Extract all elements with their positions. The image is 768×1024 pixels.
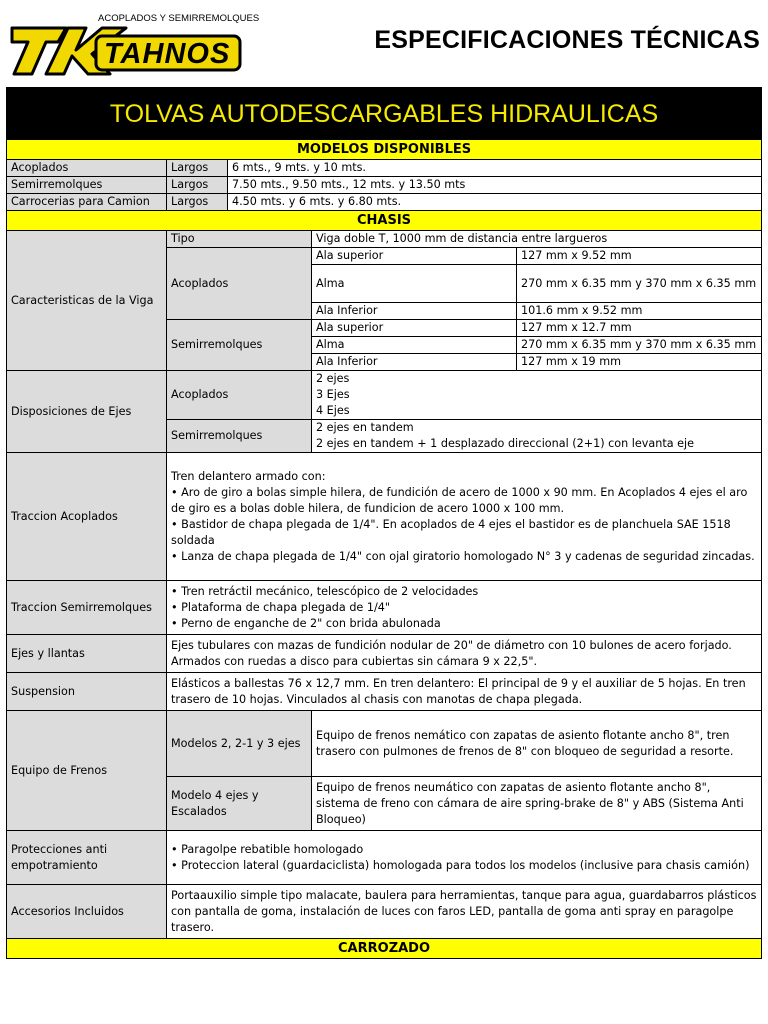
list-item: 4 Ejes: [316, 404, 350, 417]
logo-subtitle: ACOPLADOS Y SEMIRREMOLQUES: [98, 13, 260, 24]
traccion-semi-label: Traccion Semirremolques: [7, 581, 167, 635]
list-item: • Paragolpe rebatible homologado: [171, 842, 364, 856]
viga-part: Alma: [312, 265, 517, 303]
traccion-acoplados-value: [167, 453, 762, 581]
ejes-semi-label: Semirremolques: [167, 420, 312, 453]
frenos-model-1: Modelos 2, 2-1 y 3 ejes: [167, 711, 312, 777]
page-title: ESPECIFICACIONES TÉCNICAS: [374, 26, 760, 54]
traccion-intro: Tren delantero armado con:: [171, 469, 326, 483]
list-item: • Lanza de chapa plegada de 1/4" con ojal giratorio homologado N° 3 y cadenas de seguridad zincadas.: [171, 549, 755, 563]
modelo-name: Acoplados: [7, 160, 167, 177]
viga-part-value: 127 mm x 9.52 mm: [517, 248, 762, 265]
list-item: • Proteccion lateral (guardaciclista) homologada para todos los modelos (inclusive para chasis camión): [171, 858, 750, 872]
modelo-name: Semirremolques: [7, 177, 167, 194]
accesorios-value: Portaauxilio simple tipo malacate, baulera para herramientas, tanque para agua, guardabarros plásticos con pantalla de goma, instalación de luces con faros LED, pantalla de goma anti spray en paragolpe trasero.: [167, 885, 762, 939]
traccion-acoplados-label: Traccion Acoplados: [7, 453, 167, 581]
viga-acoplados-label: Acoplados: [167, 248, 312, 320]
product-banner: TOLVAS AUTODESCARGABLES HIDRAULICAS: [7, 88, 762, 140]
viga-tipo-value: Viga doble T, 1000 mm de distancia entre largueros: [312, 231, 762, 248]
suspension-label: Suspension: [7, 673, 167, 711]
modelo-type: Largos: [167, 177, 228, 194]
logo-wordmark: TAHNOS: [104, 38, 231, 70]
frenos-label: Equipo de Frenos: [7, 711, 167, 831]
accesorios-label: Accesorios Incluidos: [7, 885, 167, 939]
modelo-value: 7.50 mts., 9.50 mts., 12 mts. y 13.50 mts: [228, 177, 762, 194]
viga-part-value: 270 mm x 6.35 mm y 370 mm x 6.35 mm: [517, 337, 762, 354]
table-row: [7, 177, 762, 194]
table-row: [7, 831, 762, 885]
viga-part-value: 101.6 mm x 9.52 mm: [517, 303, 762, 320]
viga-part: Ala Inferior: [312, 303, 517, 320]
ejes-llantas-label: Ejes y llantas: [7, 635, 167, 673]
viga-label: Caracteristicas de la Viga: [7, 231, 167, 371]
brand-logo: [10, 8, 260, 80]
table-row: [7, 673, 762, 711]
table-row: [7, 371, 762, 420]
viga-part-value: 127 mm x 19 mm: [517, 354, 762, 371]
ejes-acoplados-label: Acoplados: [167, 371, 312, 420]
table-row: [7, 231, 762, 248]
ejes-llantas-value: Ejes tubulares con mazas de fundición nodular de 20" de diámetro con 10 bulones de acero forjado. Armados con ruedas a disco para cubiertas sin cámara 9 x 22,5".: [167, 635, 762, 673]
list-item: 2 ejes en tandem: [316, 421, 414, 434]
modelo-value: 6 mts., 9 mts. y 10 mts.: [228, 160, 762, 177]
traccion-semi-value: [167, 581, 762, 635]
viga-tipo-label: Tipo: [167, 231, 312, 248]
table-row: [7, 635, 762, 673]
protecciones-value: [167, 831, 762, 885]
suspension-value: Elásticos a ballestas 76 x 12,7 mm. En tren delantero: El principal de 9 y el auxiliar de 5 hojas. En tren trasero de 10 hojas. Vinculados al chasis con manotas de chapa plegada.: [167, 673, 762, 711]
section-modelos-header: MODELOS DISPONIBLES: [7, 140, 762, 160]
list-item: • Bastidor de chapa plegada de 1/4". En acoplados de 4 ejes el bastidor es de planchuela SAE 1518 soldada: [171, 517, 731, 547]
spec-table: [6, 87, 762, 959]
viga-part: Ala superior: [312, 320, 517, 337]
viga-part-value: 127 mm x 12.7 mm: [517, 320, 762, 337]
section-chasis-header: CHASIS: [7, 211, 762, 231]
list-item: • Perno de enganche de 2" con brida abulonada: [171, 616, 441, 630]
viga-part: Ala Inferior: [312, 354, 517, 371]
table-row: [7, 194, 762, 211]
list-item: • Tren retráctil mecánico, telescópico de 2 velocidades: [171, 584, 479, 598]
ejes-acoplados-list: [312, 371, 762, 420]
table-row: [7, 885, 762, 939]
ejes-label: Disposiciones de Ejes: [7, 371, 167, 453]
list-item: 2 ejes: [316, 372, 350, 385]
modelo-value: 4.50 mts. y 6 mts. y 6.80 mts.: [228, 194, 762, 211]
viga-part: Alma: [312, 337, 517, 354]
modelo-name: Carrocerias para Camion: [7, 194, 167, 211]
protecciones-label: Protecciones anti empotramiento: [7, 831, 167, 885]
list-item: • Aro de giro a bolas simple hilera, de fundición de acero de 1000 x 90 mm. En Acoplados 4 ejes el aro de giro es a bolas doble hilera, de fundicion de acero 1000 x 100 mm.: [171, 485, 748, 515]
section-carrozado-header: CARROZADO: [7, 939, 762, 959]
ejes-semi-list: [312, 420, 762, 453]
viga-part-value: 270 mm x 6.35 mm y 370 mm x 6.35 mm: [517, 265, 762, 303]
viga-part: Ala superior: [312, 248, 517, 265]
list-item: 3 Ejes: [316, 388, 350, 401]
table-row: [7, 581, 762, 635]
table-row: [7, 711, 762, 777]
frenos-value-2: Equipo de frenos neumático con zapatas de asiento flotante ancho 8", sistema de freno con cámara de aire spring-brake de 8" y ABS (Sistema Anti Bloqueo): [312, 777, 762, 831]
table-row: [7, 160, 762, 177]
frenos-model-2: Modelo 4 ejes y Escalados: [167, 777, 312, 831]
modelo-type: Largos: [167, 160, 228, 177]
viga-semi-label: Semirremolques: [167, 320, 312, 371]
modelo-type: Largos: [167, 194, 228, 211]
list-item: • Plataforma de chapa plegada de 1/4": [171, 600, 391, 614]
frenos-value-1: Equipo de frenos nemático con zapatas de asiento flotante ancho 8", tren trasero con pulmones de frenos de 8" con bloqueo de seguridad a resorte.: [312, 711, 762, 777]
table-row: [7, 453, 762, 581]
list-item: 2 ejes en tandem + 1 desplazado direccional (2+1) con levanta eje: [316, 437, 695, 450]
